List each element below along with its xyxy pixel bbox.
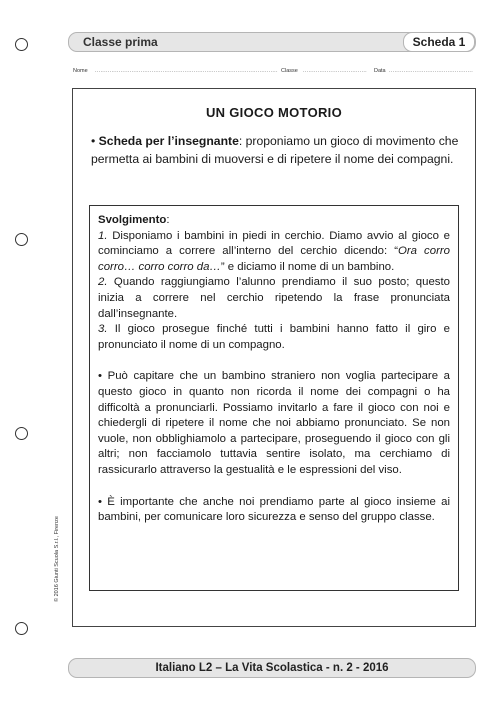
sheet-label: Scheda 1 — [403, 32, 475, 52]
binder-hole — [15, 233, 28, 246]
date-field-label: Data — [374, 68, 386, 74]
procedure-box — [89, 205, 459, 591]
intro-lead: Scheda per l’insegnante — [98, 134, 239, 148]
step-number: 3. — [98, 323, 108, 336]
worksheet-frame — [72, 88, 476, 627]
class-field-label: Classe — [281, 68, 298, 74]
step-text: Il gioco prosegue finché tutti i bambini hanno fatto il giro e pronunciato il nome di un compagno. — [98, 323, 450, 351]
step-number: 2. — [98, 276, 108, 289]
binder-hole — [15, 622, 28, 635]
step-text: Disponiamo i bambini in piedi in cerchio. Diamo avvio al gioco e cominciamo a correre all’interno del cerchio dicendo: “ — [98, 229, 450, 258]
step-quote: Ora corro corro… corro corro da… — [98, 245, 450, 273]
name-field-line[interactable]: .................................................................................................... — [95, 68, 278, 74]
copyright-text: © 2016 Giunti Scuola S.r.l., Firenze — [54, 516, 60, 602]
class-label: Classe prima — [83, 35, 158, 49]
name-field-label: Nome — [73, 68, 88, 74]
teacher-intro: • Scheda per l’insegnante: proponiamo un gioco di movimento che permetta ai bambini di muoversi e di ripetere il nome dei compagni. — [91, 134, 459, 166]
procedure-heading: Svolgimento — [98, 214, 167, 226]
step-text: Quando raggiungiamo l’alunno prendiamo il suo posto; questo inizia a correre nel cerchio ripetendo la frase pronunciata dall’insegnante. — [98, 276, 450, 320]
worksheet-title: UN GIOCO MOTORIO — [205, 105, 342, 120]
note-teacher-participation: • È importante che anche noi prendiamo parte al gioco insieme ai bambini, per comunicare loro sicurezza e senso del gruppo classe. — [98, 495, 450, 524]
binder-hole — [15, 427, 28, 440]
footer-bar: Italiano L2 – La Vita Scolastica - n. 2 - 2016 — [68, 658, 476, 678]
date-field-line[interactable]: .............................................. — [389, 68, 474, 74]
header-bar — [68, 32, 476, 52]
step-text: ” e diciamo il nome di un bambino. — [220, 260, 395, 273]
step-number: 1. — [98, 229, 108, 242]
class-field-line[interactable]: ................................... — [303, 68, 367, 74]
procedure-text: Svolgimento: 1. Disponiamo i bambini in piedi in cerchio. Diamo avvio al gioco e cominciamo a correre all’interno del cerchio dicendo: “Ora corro corro… corro corro da…” e diciamo il nome di un bambino. 2. Quando raggiungiamo l’alunno prendiamo il suo posto; questo inizia a correre nel cerchio ripetendo la frase pronunciata dall’insegnante. 3. Il gioco prosegue finché tutti i bambini hanno fatto il giro e pronunciato il nome di un compagno. — [98, 214, 450, 351]
intro-text: : proponiamo un gioco di movimento che permetta ai bambini di muoversi e di ripetere il nome dei compagni. — [91, 134, 459, 166]
binder-hole — [15, 38, 28, 51]
note-foreign-child: • Può capitare che un bambino straniero non voglia partecipare a questo gioco in quanto non ricorda il nome dei compagni o ha difficoltà a pronunciarli. Possiamo invitarlo a fare il gioco con noi e chiedergli di ripetere il nome che noi abbiamo pronunciato. Se non vuole, non obblighiamolo a partecipare, proseguendo il gioco con gli altri; non facciamolo tuttavia sentire isolato, ma cerchiamo di rassicurarlo attraverso la gestualità e le espressioni del viso. — [98, 370, 450, 476]
